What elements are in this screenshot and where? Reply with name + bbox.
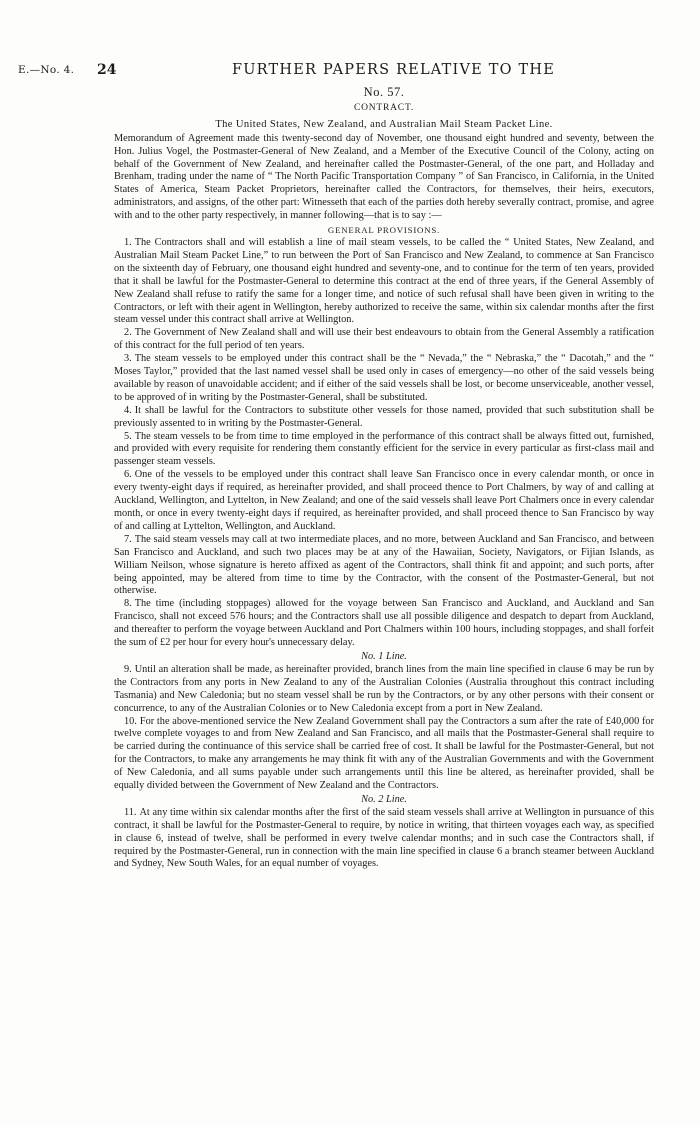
clause-paragraph <box>114 598 654 650</box>
line-2-heading: No. 2 Line. <box>361 793 407 805</box>
clause-text: One of the vessels to be employed under this contract shall leave San Francisco once in every calendar month, or once in every twenty-eight days if required, as hereinafter provided, and shall proceed thence to Port Chalmers, by way of and calling at Auckland, Wellington, and Lyttelton, in New Zealand; and one of the said vessels shall leave Port Chalmers once in every calendar month, or once in every twenty-eight days if required, as hereinafter provided, and shall proceed thence to San Francisco by way of and calling at Lyttelton, Wellington, and Auckland. <box>114 469 654 532</box>
clause-number: 3. <box>124 353 132 365</box>
line-1-heading: No. 1 Line. <box>361 650 407 662</box>
clause-paragraph <box>114 664 654 716</box>
clause-paragraph <box>114 716 654 793</box>
clause-number: 10. <box>124 715 137 727</box>
clause-number: 4. <box>124 404 132 416</box>
document-heading: The United States, New Zealand, and Australian Mail Steam Packet Line. <box>215 118 553 130</box>
clause-number: 1. <box>124 236 132 248</box>
line-1-list <box>114 664 654 793</box>
clause-paragraph <box>114 431 654 470</box>
clause-number: 5. <box>124 430 132 442</box>
clause-paragraph <box>114 469 654 534</box>
clause-text: The time (including stoppages) allowed for the voyage between San Francisco and Auckland, and Auckland and San Francisco, shall not exceed 576 hours; and the Contractors shall use all possible diligence and despatch to depart from Auckland, and thereafter to perform the voyage between Auckland and Port Chalmers within 100 hours, including stoppages, and shall forfeit the sum of £2 per hour for every hour's unnecessary delay. <box>114 598 654 649</box>
document-reference: E.—No. 4. <box>18 64 75 76</box>
clause-text: The steam vessels to be employed under this contract shall be the “ Nevada,” the “ Nebraska,” the “ Dacotah,” and the “ Moses Taylor,” provided that the last named vessel shall be used only in cases of emergency—no other of the said vessels being available by reason of unavoidable accident; and if either of the said vessels shall be lost, or become unserviceable, another vessel, to be approved of in writing by the Postmaster-General, shall be substituted. <box>114 353 654 403</box>
clause-text: The said steam vessels may call at two intermediate places, and no more, between Auckland and San Francisco, and between San Francisco and Auckland, and such two places may be at any of the Hawaiian, Society, Navigators, or Fijian Islands, as William Neilson, whose signature is hereto affixed as agent of the Contractors, shall think fit and appoint; and such ports, after being appointed, may be altered from time to time by the Contractor, with the consent of the Postmaster-General, but not otherwise. <box>114 533 654 597</box>
page-header <box>0 62 700 82</box>
document-kind: CONTRACT. <box>353 102 415 113</box>
clause-paragraph <box>114 807 654 872</box>
clause-text: Until an alteration shall be made, as hereinafter provided, branch lines from the main line specified in clause 6 may be run by the Contractors from any ports in New Zealand to any of the Australian Colonies (Australia throughout this contract including Tasmania) and New Caledonia; but no steam vessel shall be run by the Contractors, or by any other persons with their consent or concurrence, to any of the Australian Colonies or to New Caledonia except from a port in New Zealand. <box>114 663 654 714</box>
clause-text: The Government of New Zealand shall and will use their best endeavours to obtain from the General Assembly a ratification of this contract for the full period of ten years. <box>114 327 654 352</box>
clause-number: 2. <box>124 327 132 339</box>
clause-text: For the above-mentioned service the New Zealand Government shall pay the Contractors a sum after the rate of £40,000 for twelve complete voyages to and from New Zealand and San Francisco, and all mails that the Postmaster-General shall require to be carried during the continuance of this service shall be carried free of cost. It shall be lawful for the Postmaster-General, but not for the Contractors, to make any arrangements he may think fit with any of the Australian Governments and with the Government of New Caledonia, and all sums payable under such arrangements until this line be altered, as hereinafter provided, shall be equally divided between the Government of New Zealand and the Contractors. <box>114 715 654 792</box>
clause-number: 9. <box>124 663 132 675</box>
clause-paragraph <box>114 327 654 353</box>
clause-paragraph <box>114 405 654 431</box>
clause-text: The Contractors shall and will establish a line of mail steam vessels, to be called the “ United States, New Zealand, and Australian Mail Steam Packet Line,” to run between the Port of San Francisco and New Zealand, to commence at San Francisco on the sixteenth day of February, one thousand eight hundred and seventy-one, and to continue for the term of ten years, provided that it shall be lawful for the Postmaster-General to determine this contract at the end of three years, if the General Assembly of New Zealand shall refuse to ratify the same for a longer time, and notice of such refusal shall have been given in writing to the Contractors, or left with their agent in Wellington, hereby authorized to receive the same, within six calendar months after the first steam vessel under this contract shall arrive at Wellington. <box>114 236 654 326</box>
clause-paragraph <box>114 353 654 405</box>
line-2-list <box>114 807 654 872</box>
clause-text: It shall be lawful for the Contractors to substitute other vessels for those named, provided that such substitution shall be previously assented to in writing by the Postmaster-General. <box>114 404 654 429</box>
general-provisions-heading: GENERAL PROVISIONS. <box>327 225 441 236</box>
clause-text: At any time within six calendar months after the first of the said steam vessels shall arrive at Wellington in pursuance of this contract, it shall be lawful for the Postmaster-General to require, by notice in writing, that thirteen voyages each way, as specified in clause 6, instead of twelve, shall be performed in every twelve calendar months; and in such case the Contractors shall, if required by the Postmaster-General, run in connection with the main line specified in clause 6 a branch steamer between Auckland and Sydney, New South Wales, for an equal number of voyages. <box>114 806 654 870</box>
clause-number: 6. <box>124 469 132 481</box>
clause-number: 7. <box>124 533 132 545</box>
clause-number: 8. <box>124 598 132 610</box>
running-title: FURTHER PAPERS RELATIVE TO THE <box>232 62 556 78</box>
clause-number: 11. <box>124 806 137 818</box>
document-number: No. 57. <box>363 85 405 99</box>
clause-paragraph <box>114 534 654 599</box>
clause-text: The steam vessels to be from time to time employed in the performance of this contract shall be always fitted out, furnished, and provided with every requisite for rendering them constantly efficient for the service in every particular as first-class mail and passenger steam vessels. <box>114 430 654 468</box>
general-provisions-list <box>114 237 654 650</box>
document-body <box>114 84 654 871</box>
page-number: 24 <box>97 62 117 78</box>
preamble: Memorandum of Agreement made this twenty-second day of November, one thousand eight hundred and seventy, between the Hon. Julius Vogel, the Postmaster-General of New Zealand, and a Member of the Executive Council of the Colony, acting on behalf of the Government of New Zealand, and hereinafter called the Postmaster-General, of the one part, and Holladay and Brenham, trading under the name of “ The North Pacific Transportation Company ” of San Francisco, in California, in the United States of America, Steam Packet Proprietors, hereinafter called the Contractors, for themselves, their heirs, executors, administrators, and assigns, of the other part: Witnesseth that each of the parties doth hereby severally contract, promise, and agree with and to the other party respectively, in manner following—that is to say :— <box>114 132 654 222</box>
clause-paragraph <box>114 237 654 327</box>
